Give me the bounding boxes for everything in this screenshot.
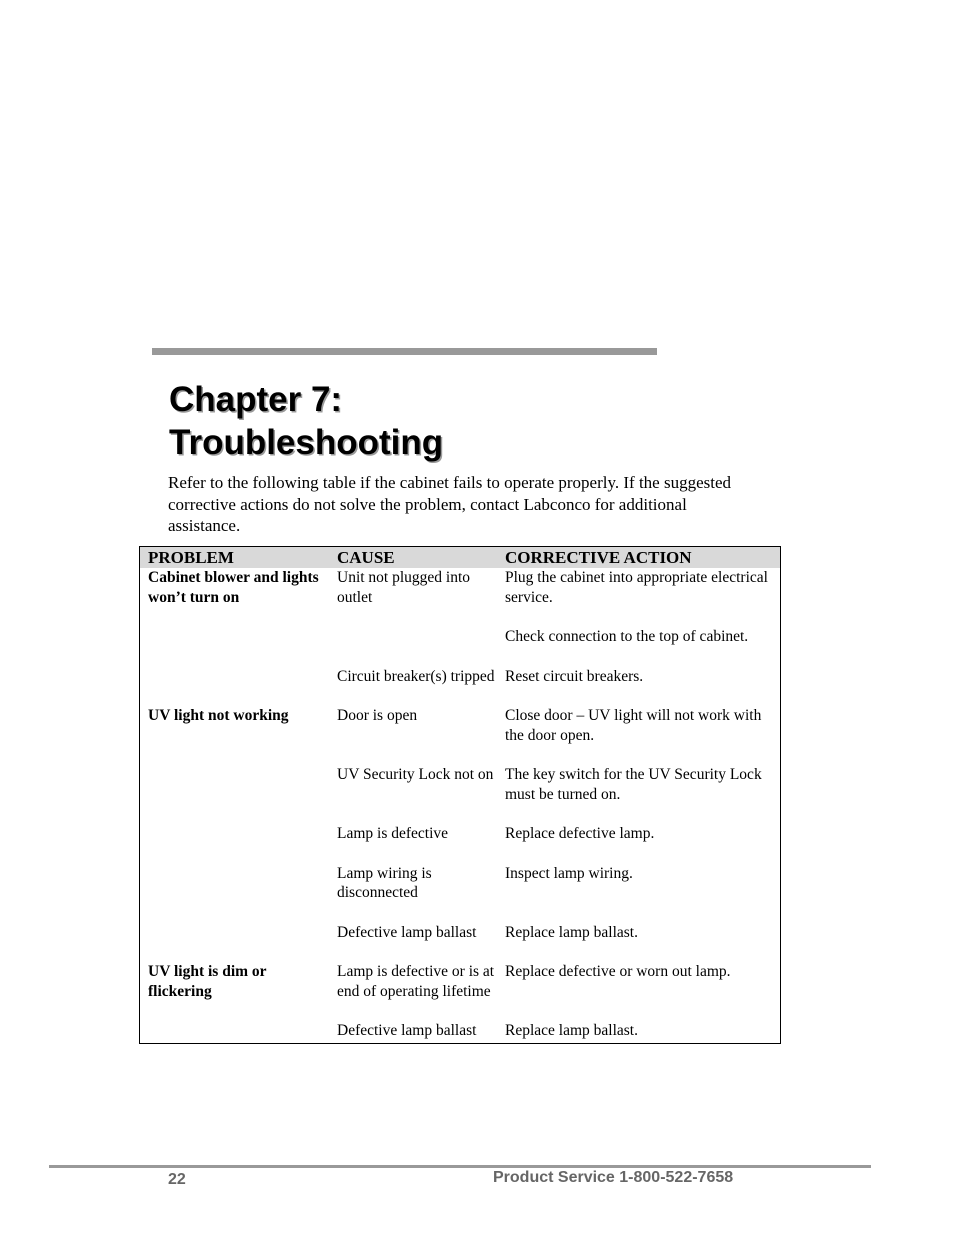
problem-cell bbox=[140, 627, 322, 647]
cause-cell: Defective lamp ballast bbox=[337, 923, 477, 941]
problem-cell: Cabinet blower and lights won’t turn on bbox=[148, 569, 319, 606]
table-row bbox=[140, 765, 781, 804]
action-cell: Close door – UV light will not work with the door open. bbox=[505, 707, 762, 744]
header-problem: PROBLEM bbox=[140, 547, 322, 569]
row-gap bbox=[140, 647, 781, 667]
table-row bbox=[140, 923, 781, 943]
cause-cell: Lamp is defective bbox=[337, 825, 449, 842]
table-row bbox=[140, 627, 781, 647]
table-row bbox=[140, 962, 781, 1001]
cause-cell: Door is open bbox=[337, 707, 418, 724]
row-gap bbox=[140, 942, 781, 962]
action-cell: Inspect lamp wiring. bbox=[505, 864, 633, 882]
row-gap bbox=[140, 844, 781, 864]
table-row bbox=[140, 706, 781, 745]
header-cause: CAUSE bbox=[321, 547, 497, 569]
troubleshooting-table bbox=[139, 546, 781, 1044]
table-header-row bbox=[140, 547, 781, 569]
table-row bbox=[140, 864, 781, 903]
problem-cell bbox=[140, 824, 322, 844]
action-cell: Replace defective or worn out lamp. bbox=[505, 963, 731, 980]
table-row bbox=[140, 667, 781, 687]
table-row bbox=[140, 1021, 781, 1043]
problem-cell bbox=[140, 864, 322, 903]
action-cell: Check connection to the top of cabinet. bbox=[505, 628, 749, 645]
problem-cell: UV light not working bbox=[148, 707, 289, 724]
action-cell: Plug the cabinet into appropriate electrical service. bbox=[505, 569, 768, 606]
chapter-title-line2: Troubleshooting bbox=[169, 423, 444, 462]
row-gap bbox=[140, 1001, 781, 1021]
header-corrective-action: CORRECTIVE ACTION bbox=[497, 547, 781, 569]
chapter-title bbox=[169, 378, 729, 464]
intro-paragraph: Refer to the following table if the cabinet fails to operate properly. If the suggested corrective actions do not solve the problem, contact Labconco for additional assistance. bbox=[168, 473, 732, 535]
cause-cell: Circuit breaker(s) tripped bbox=[337, 667, 495, 685]
cause-cell: Lamp is defective or is at end of operating lifetime bbox=[337, 963, 495, 1000]
problem-cell: UV light is dim or flickering bbox=[148, 963, 267, 1000]
action-cell: Replace lamp ballast. bbox=[505, 1022, 638, 1039]
row-gap bbox=[140, 607, 781, 627]
table-row bbox=[140, 824, 781, 844]
action-cell: Replace lamp ballast. bbox=[505, 923, 638, 941]
cause-cell: Defective lamp ballast bbox=[337, 1022, 477, 1039]
problem-cell bbox=[140, 923, 322, 943]
row-gap bbox=[140, 745, 781, 765]
action-cell: The key switch for the UV Security Lock must be turned on. bbox=[505, 766, 762, 803]
cause-cell: Lamp wiring is disconnected bbox=[337, 864, 432, 901]
chapter-top-rule bbox=[152, 348, 657, 355]
cause-cell: Unit not plugged into outlet bbox=[337, 569, 471, 606]
problem-cell bbox=[140, 765, 322, 804]
action-cell: Reset circuit breakers. bbox=[505, 667, 644, 685]
row-gap bbox=[140, 903, 781, 923]
footer-product-service: Product Service 1-800-522-7658 bbox=[493, 1169, 734, 1186]
table-row bbox=[140, 568, 781, 607]
cause-cell bbox=[321, 627, 497, 647]
footer-rule bbox=[49, 1165, 871, 1168]
chapter-title-line1: Chapter 7: bbox=[169, 380, 343, 419]
problem-cell bbox=[140, 667, 322, 687]
problem-cell bbox=[140, 1021, 322, 1043]
cause-cell: UV Security Lock not on bbox=[337, 766, 494, 783]
row-gap bbox=[140, 686, 781, 706]
page-number: 22 bbox=[168, 1171, 186, 1188]
row-gap bbox=[140, 804, 781, 824]
action-cell: Replace defective lamp. bbox=[505, 825, 655, 842]
